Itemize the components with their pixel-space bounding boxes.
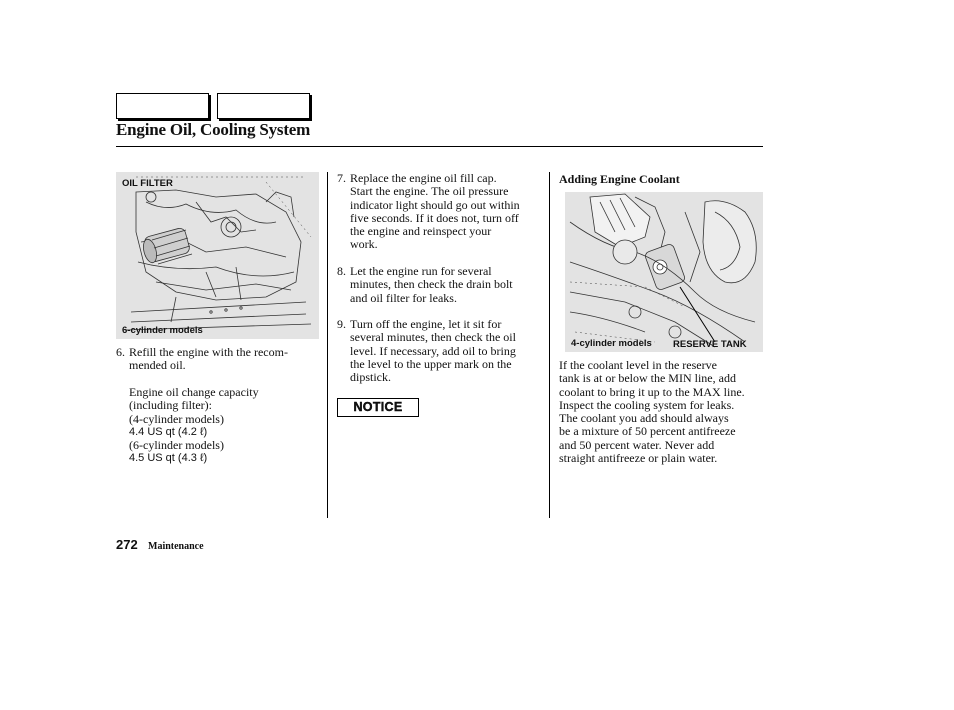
step-number: 8. (337, 264, 346, 278)
capacity-model-4cyl: (4-cylinder models) (129, 411, 224, 426)
paragraph-line: The coolant you add should always (559, 411, 729, 426)
step-text-line: the level to the upper mark on the (350, 356, 512, 371)
coolant-figure (565, 192, 763, 352)
section-tab-1 (116, 93, 209, 119)
notice-label: NOTICE (353, 400, 403, 414)
section-name: Maintenance (148, 541, 204, 552)
figure-caption-4cyl: 4-cylinder models (571, 338, 652, 349)
capacity-value-4cyl: 4.4 US qt (4.2 ℓ) (129, 425, 208, 438)
section-tab-2 (217, 93, 310, 119)
coolant-paragraph (559, 359, 769, 465)
capacity-model-6cyl: (6-cylinder models) (129, 438, 224, 453)
step-text-line: minutes, then check the drain bolt (350, 277, 513, 292)
page-number: 272 (116, 537, 138, 552)
paragraph-line: straight antifreeze or plain water. (559, 451, 718, 466)
figure-caption-reserve-tank: RESERVE TANK (673, 339, 747, 350)
capacity-subheading: (including filter): (129, 398, 212, 413)
step-number: 9. (337, 317, 346, 331)
step-text-line: Start the engine. The oil pressure (350, 184, 509, 199)
column-divider-1 (327, 172, 328, 518)
title-rule (116, 146, 763, 147)
step-text-line: level. If necessary, add oil to bring (350, 343, 516, 358)
step-number: 7. (337, 171, 346, 185)
step-text-line: Turn off the engine, let it sit for (350, 317, 502, 331)
step-text-line: five seconds. If it does not, turn off (350, 210, 519, 225)
oil-capacity-block (129, 386, 259, 466)
step-text-line: several minutes, then check the oil (350, 330, 516, 345)
oil-filter-illustration (116, 172, 319, 339)
step-text-line: Let the engine run for several (350, 264, 492, 278)
paragraph-line: Inspect the cooling system for leaks. (559, 397, 735, 412)
step-number: 6. (116, 345, 125, 359)
paragraph-line: tank is at or below the MIN line, add (559, 371, 736, 386)
notice-box (337, 398, 419, 417)
step-text-line: Refill the engine with the recom- (129, 345, 288, 359)
paragraph-line: coolant to bring it up to the MAX line. (559, 384, 745, 399)
step-text-line: mended oil. (129, 358, 186, 373)
step-text-line: the engine and reinspect your (350, 224, 492, 239)
reserve-tank-illustration (565, 192, 763, 352)
capacity-value-6cyl: 4.5 US qt (4.3 ℓ) (129, 452, 208, 465)
step-text-line: work. (350, 237, 378, 252)
oil-filter-figure (116, 172, 319, 339)
coolant-heading: Adding Engine Coolant (559, 172, 680, 186)
figure-caption-6cyl: 6-cylinder models (122, 325, 203, 336)
paragraph-line: and 50 percent water. Never add (559, 437, 715, 452)
page-title: Engine Oil, Cooling System (116, 120, 311, 139)
step-text-line: dipstick. (350, 370, 391, 385)
step-text-line: Replace the engine oil fill cap. (350, 171, 497, 185)
step-text-line: indicator light should go out within (350, 197, 520, 212)
column-divider-2 (549, 172, 550, 518)
figure-caption-oil-filter: OIL FILTER (122, 178, 173, 189)
capacity-heading: Engine oil change capacity (129, 385, 259, 399)
paragraph-line: be a mixture of 50 percent antifreeze (559, 424, 736, 439)
step-text-line: and oil filter for leaks. (350, 290, 457, 305)
paragraph-line: If the coolant level in the reserve (559, 358, 717, 372)
